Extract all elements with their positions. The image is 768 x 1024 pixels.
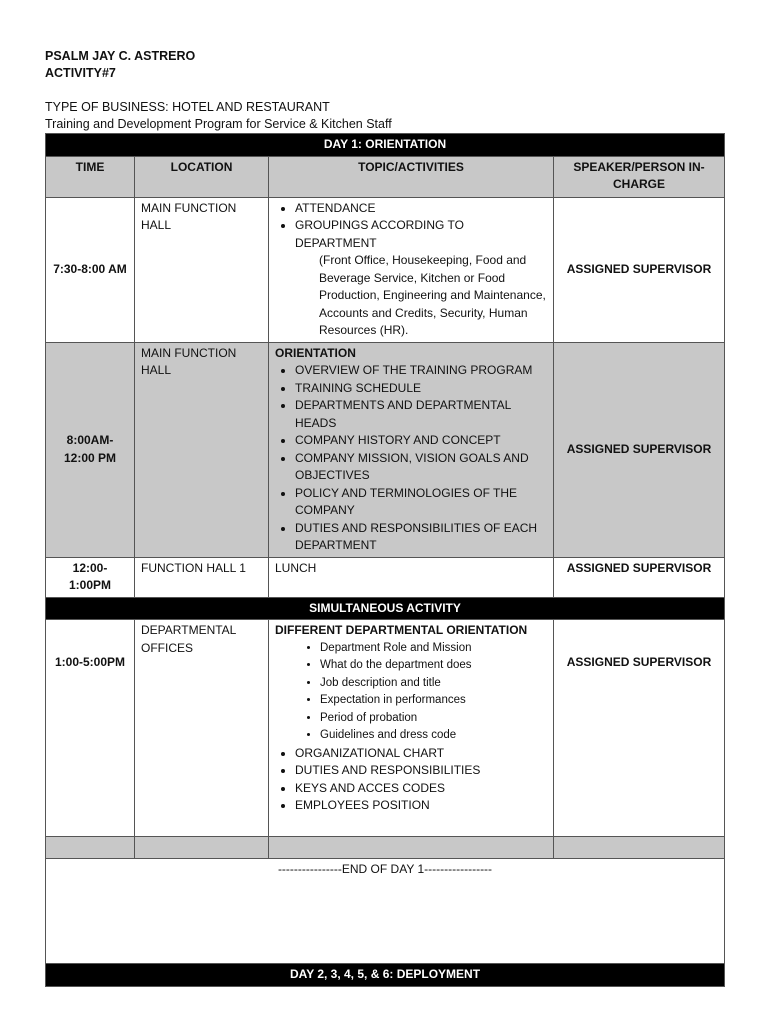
table-row bbox=[46, 342, 725, 557]
table-row bbox=[46, 620, 725, 837]
department-list: (Front Office, Housekeeping, Food and Beverage Service, Kitchen or Food Production, Engineering and Maintenance, Accounts and Credits, Security, Human Resources (HR). bbox=[319, 253, 546, 337]
empty-row bbox=[46, 837, 725, 859]
row1-location: MAIN FUNCTION HALL bbox=[135, 197, 269, 342]
list-item: • What do the department does bbox=[320, 657, 547, 675]
schedule-table bbox=[45, 133, 725, 987]
row4-topic bbox=[269, 620, 554, 837]
row1-time: 7:30-8:00 AM bbox=[46, 197, 135, 342]
end-of-day-row bbox=[46, 859, 725, 964]
day2-title-row bbox=[46, 964, 725, 987]
list-item: • GROUPINGS ACCORDING TO DEPARTMENT bbox=[295, 217, 547, 252]
list-item: • Period of probation bbox=[320, 710, 547, 728]
day2-title: DAY 2, 3, 4, 5, & 6: DEPLOYMENT bbox=[46, 964, 725, 987]
simultaneous-row bbox=[46, 597, 725, 620]
row4-location: DEPARTMENTAL OFFICES bbox=[135, 620, 269, 837]
day1-title: DAY 1: ORIENTATION bbox=[46, 134, 725, 157]
simultaneous-title: SIMULTANEOUS ACTIVITY bbox=[46, 597, 725, 620]
col-topic: TOPIC/ACTIVITIES bbox=[269, 156, 554, 197]
row4-time: 1:00-5:00PM bbox=[46, 620, 135, 837]
list-item: • KEYS AND ACCES CODES bbox=[295, 780, 547, 798]
table-row bbox=[46, 197, 725, 342]
list-item: • POLICY AND TERMINOLOGIES OF THE COMPANY bbox=[295, 485, 547, 520]
departmental-heading: DIFFERENT DEPARTMENTAL ORIENTATION bbox=[275, 623, 528, 637]
list-item: • DEPARTMENTS AND DEPARTMENTAL HEADS bbox=[295, 397, 547, 432]
list-item: • COMPANY MISSION, VISION GOALS AND OBJECTIVES bbox=[295, 450, 547, 485]
row2-topic bbox=[269, 342, 554, 557]
program-title: Training and Development Program for Service & Kitchen Staff bbox=[45, 117, 392, 131]
empty-cell bbox=[135, 837, 269, 859]
empty-cell bbox=[269, 837, 554, 859]
list-item: • Department Role and Mission bbox=[320, 640, 547, 658]
list-item: • DUTIES AND RESPONSIBILITIES OF EACH DEPARTMENT bbox=[295, 520, 547, 555]
table-row bbox=[46, 557, 725, 597]
col-location: LOCATION bbox=[135, 156, 269, 197]
row1-speaker: ASSIGNED SUPERVISOR bbox=[554, 197, 725, 342]
column-header-row bbox=[46, 156, 725, 197]
list-item: • COMPANY HISTORY AND CONCEPT bbox=[295, 432, 547, 450]
list-item: • ATTENDANCE bbox=[295, 200, 547, 218]
list-item: • EMPLOYEES POSITION bbox=[295, 797, 547, 815]
row3-time: 12:00-1:00PM bbox=[46, 557, 135, 597]
row2-time: 8:00AM-12:00 PM bbox=[46, 342, 135, 557]
row2-location: MAIN FUNCTION HALL bbox=[135, 342, 269, 557]
row4-speaker: ASSIGNED SUPERVISOR bbox=[554, 620, 725, 837]
list-item: • OVERVIEW OF THE TRAINING PROGRAM bbox=[295, 362, 547, 380]
list-item: • DUTIES AND RESPONSIBILITIES bbox=[295, 762, 547, 780]
business-type: TYPE OF BUSINESS: HOTEL AND RESTAURANT bbox=[45, 100, 330, 114]
list-item: • ORGANIZATIONAL CHART bbox=[295, 745, 547, 763]
orientation-heading: ORIENTATION bbox=[275, 345, 356, 360]
list-item: • Job description and title bbox=[320, 675, 547, 693]
row3-speaker: ASSIGNED SUPERVISOR bbox=[554, 557, 725, 597]
row1-topic bbox=[269, 197, 554, 342]
col-speaker: SPEAKER/PERSON IN-CHARGE bbox=[554, 156, 725, 197]
row2-speaker: ASSIGNED SUPERVISOR bbox=[554, 342, 725, 557]
list-item: • Guidelines and dress code bbox=[320, 727, 547, 745]
col-time: TIME bbox=[46, 156, 135, 197]
row3-topic: LUNCH bbox=[269, 557, 554, 597]
activity-label: ACTIVITY#7 bbox=[45, 66, 116, 80]
empty-cell bbox=[46, 837, 135, 859]
author-name: PSALM JAY C. ASTRERO bbox=[45, 49, 196, 63]
list-item: • TRAINING SCHEDULE bbox=[295, 380, 547, 398]
row3-location: FUNCTION HALL 1 bbox=[135, 557, 269, 597]
day1-title-row bbox=[46, 134, 725, 157]
list-item: • Expectation in performances bbox=[320, 692, 547, 710]
end-of-day-text: ----------------END OF DAY 1----------------- bbox=[46, 859, 725, 964]
empty-cell bbox=[554, 837, 725, 859]
